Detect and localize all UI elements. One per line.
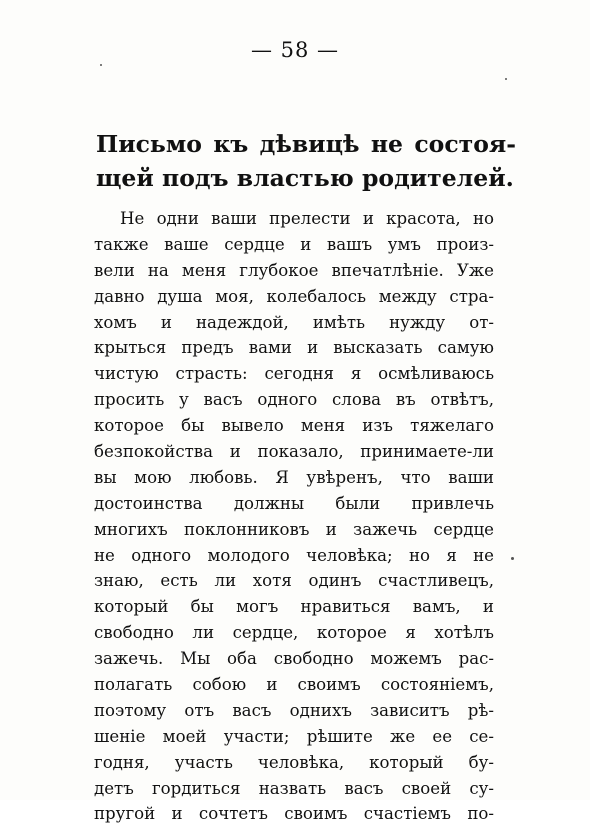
print-speck — [511, 557, 514, 560]
body-line: также ваше сердце и вашъ умъ произ- — [94, 234, 494, 254]
body-line: поэтому отъ васъ однихъ зависитъ рѣ- — [94, 700, 494, 720]
letter-body — [94, 206, 494, 827]
letter-title-line-1: Письмо къ дѣвицѣ не состоя- — [96, 130, 516, 158]
body-line: годня, участь человѣка, который бу- — [94, 752, 494, 772]
body-line: Не одни ваши прелести и красота, но — [120, 209, 494, 228]
body-line: не одного молодого человѣка; но я не — [94, 545, 494, 565]
body-line: которое бы вывело меня изъ тяжелаго — [94, 416, 494, 436]
letter-title — [96, 127, 516, 195]
body-line: свободно ли сердце, которое я хотѣлъ — [94, 623, 494, 643]
page-number: — 58 — — [250, 38, 340, 62]
body-line: пругой и сочтетъ своимъ счастіемъ по- — [94, 804, 494, 824]
print-speck — [505, 78, 507, 80]
body-line: многихъ поклонниковъ и зажечь сердце — [94, 519, 494, 539]
letter-title-line-2: щей подъ властью родителей. — [96, 164, 514, 192]
body-line: знаю, есть ли хотя одинъ счастливецъ, — [94, 571, 494, 591]
body-line: шеніе моей участи; рѣшите же ее се- — [94, 726, 494, 746]
body-line: просить у васъ одного слова въ отвѣтъ, — [94, 390, 494, 410]
body-line: вели на меня глубокое впечатлѣніе. Уже — [94, 260, 494, 280]
body-line: который бы могъ нравиться вамъ, и — [94, 597, 494, 617]
body-line: хомъ и надеждой, имѣть нужду от- — [94, 312, 494, 332]
body-line: зажечь. Мы оба свободно можемъ рас- — [94, 649, 494, 669]
body-line: детъ гордиться назвать васъ своей су- — [94, 778, 494, 798]
body-line: безпокойства и показало, принимаете-ли — [94, 442, 494, 462]
body-line: давно душа моя, колебалось между стра- — [94, 286, 494, 306]
body-line: полагать собою и своимъ состояніемъ, — [94, 675, 494, 695]
body-line: чистую страсть: сегодня я осмѣливаюсь — [94, 364, 494, 384]
body-line: крыться предъ вами и высказать самую — [94, 338, 494, 358]
print-speck — [100, 64, 102, 66]
body-line: вы мою любовь. Я увѣренъ, что ваши — [94, 467, 494, 487]
body-line: достоинства должны были привлечь — [94, 493, 494, 513]
